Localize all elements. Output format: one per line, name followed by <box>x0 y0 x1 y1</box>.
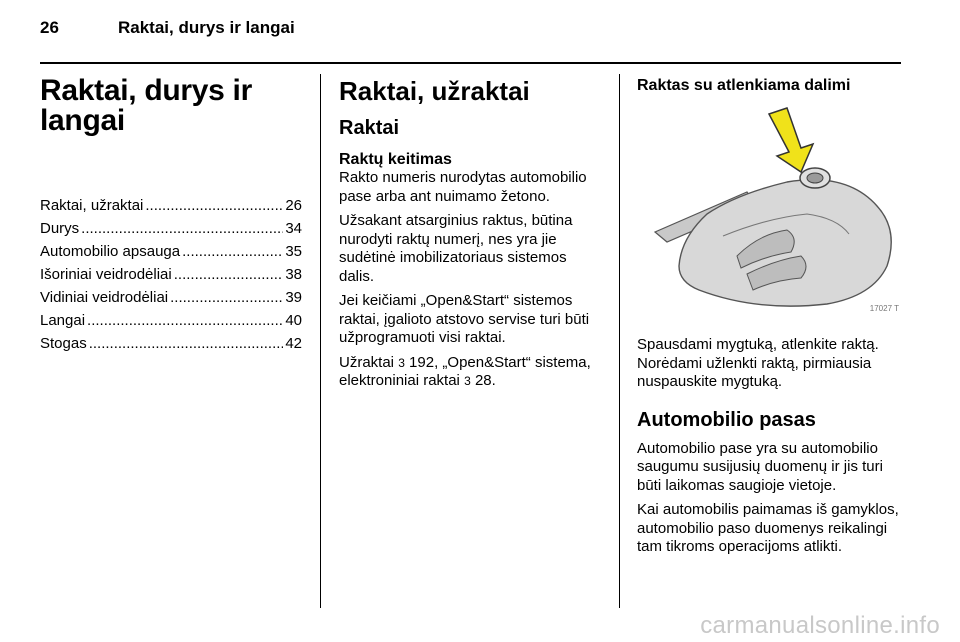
figure-caption: Spausdami mygtuką, atlenkite raktą. Norėdami užlenkti raktą, pirmiausia nuspauskite mygtuką. <box>637 336 879 390</box>
subsection-title: Raktai <box>339 117 400 139</box>
toc-label: Stogas <box>40 335 87 352</box>
paragraph: Automobilio pase yra su automobilio saugumu susijusių duomenų ir jis turi būti laikomas saugioje vietoje. <box>637 439 883 494</box>
toc-page: 26 <box>285 197 302 214</box>
toc-entry[interactable] <box>40 265 302 288</box>
column-contents <box>40 76 302 357</box>
toc-entry[interactable] <box>40 242 302 265</box>
toc-leader-dots <box>174 265 284 284</box>
toc-entry[interactable] <box>40 334 302 357</box>
toc-leader-dots <box>81 219 283 238</box>
section-title-vehicle-passport: Automobilio pasas <box>637 408 816 431</box>
subsubsection-title: Raktų keitimas <box>339 151 452 168</box>
toc-label: Durys <box>40 220 80 237</box>
page-header <box>40 18 295 48</box>
toc-entry[interactable] <box>40 196 302 219</box>
toc-page: 42 <box>285 335 302 352</box>
header-rule <box>40 62 901 64</box>
text: Užraktai <box>339 353 395 371</box>
toc-label: Raktai, užraktai <box>40 197 144 214</box>
key-figure <box>637 106 901 320</box>
column-divider-1 <box>320 74 321 608</box>
paragraph: Rakto numeris nurodytas automobilio pase arba ant nuimamo žetono. <box>339 169 587 205</box>
paragraph-cross-reference: Užraktai 3 192, „Open&Start“ sistema, elektroniniai raktai 3 28. <box>339 353 591 389</box>
toc-leader-dots <box>87 311 283 330</box>
paragraph: Kai automobilis paimamas iš gamyklos, automobilio paso duomenys reikalingi tam tikroms operacijoms atlikti. <box>637 501 899 555</box>
header-title: Raktai, durys ir langai <box>118 18 295 37</box>
paragraph: Užsakant atsarginius raktus, būtina nurodyti raktų numerį, nes yra jie sudėtinė imobilizatoriaus sistemos dalis. <box>339 212 573 285</box>
section-title: Raktai, užraktai <box>339 76 530 106</box>
toc-page: 34 <box>285 220 302 237</box>
toc-label: Vidiniai veidrodėliai <box>40 289 169 306</box>
chapter-title: Raktai, durys ir langai <box>40 74 252 137</box>
toc-label: Automobilio apsauga <box>40 243 181 260</box>
figure-code: 17027 T <box>869 304 899 313</box>
toc-entry[interactable] <box>40 219 302 242</box>
toc-page: 39 <box>285 289 302 306</box>
toc-leader-dots <box>145 196 283 215</box>
page-link[interactable]: 192 <box>409 353 435 371</box>
text: , „Open&Start“ sistema, elektroniniai raktai <box>339 353 591 389</box>
toc-leader-dots <box>170 288 283 307</box>
watermark: carmanualsonline.info <box>700 612 940 639</box>
toc-page: 38 <box>285 266 302 283</box>
toc-entry[interactable] <box>40 311 302 334</box>
reference-arrow-icon: 3 <box>464 374 471 388</box>
reference-arrow-icon: 3 <box>398 355 405 370</box>
toc-page: 35 <box>285 243 302 260</box>
column-keys <box>339 76 603 397</box>
page-link[interactable]: 28 <box>474 372 492 389</box>
column-figure <box>637 76 901 563</box>
release-button-center <box>807 173 823 183</box>
toc-label: Išoriniai veidrodėliai <box>40 266 172 283</box>
toc-label: Langai <box>40 312 86 329</box>
figure-title: Raktas su atlenkiama dalimi <box>637 77 851 94</box>
press-arrow-icon <box>769 108 813 172</box>
column-divider-2 <box>619 74 620 608</box>
toc-leader-dots <box>182 242 283 261</box>
toc-leader-dots <box>89 334 284 353</box>
paragraph: Jei keičiami „Open&Start“ sistemos raktai, įgalioto atstovo servise turi būti užprogramuoti visi raktai. <box>339 292 590 346</box>
toc-entry[interactable] <box>40 288 302 311</box>
table-of-contents <box>40 196 302 357</box>
page-number: 26 <box>40 18 59 37</box>
toc-page: 40 <box>285 312 302 329</box>
folding-key-illustration <box>637 106 901 320</box>
